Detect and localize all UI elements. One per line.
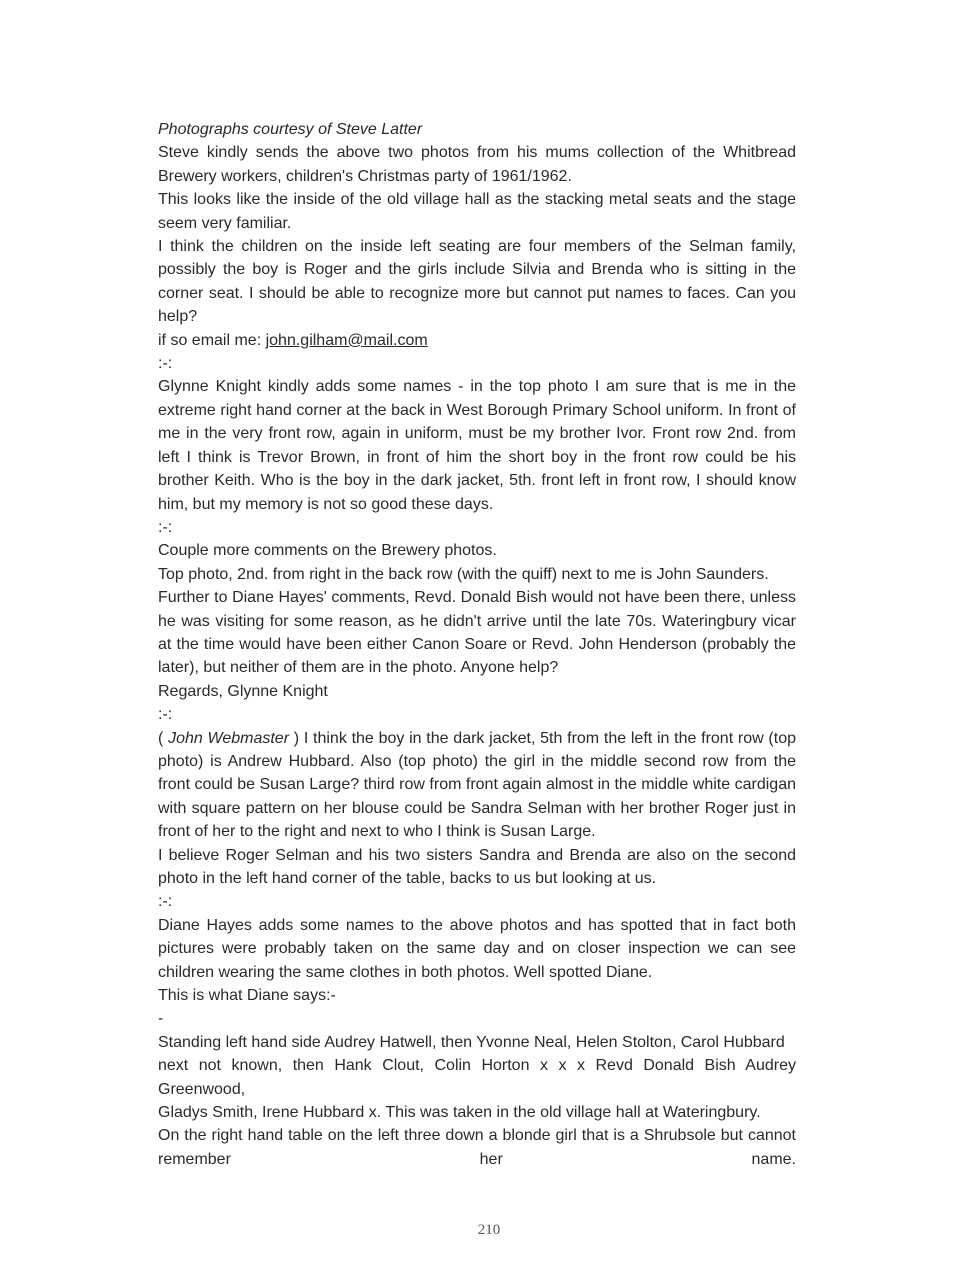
- section-separator: :-:: [158, 706, 173, 724]
- paren-open: (: [158, 729, 169, 747]
- section-separator: :-:: [158, 355, 173, 373]
- paragraph: Couple more comments on the Brewery photos.: [158, 542, 497, 560]
- page-number: 210: [477, 1222, 501, 1238]
- paragraph: This is what Diane says:-: [158, 987, 336, 1005]
- paragraph: Glynne Knight kindly adds some names - in the top photo I am sure that is me in the extreme right hand corner at the back in West Borough Primary School uniform. In front of me in the very front row, again in uniform, must be my brother Ivor. Front row 2nd. from left I think is Trevor Brown, in front of him the short boy in the front row could be his brother Keith. Who is the boy in the dark jacket, 5th. front left in front row, I should know him, but my memory is not so good these days.: [158, 378, 796, 513]
- email-line: [158, 329, 796, 352]
- paragraph: On the right hand table on the left three down a blonde girl that is a Shrubsole but cannot remember her name.: [158, 1127, 796, 1168]
- document-body: [158, 118, 796, 1171]
- paragraph: Steve kindly sends the above two photos from his mums collection of the Whitbread Brewery workers, children's Christmas party of 1961/1962.: [158, 144, 796, 185]
- paragraph: This looks like the inside of the old village hall as the stacking metal seats and the stage seem very familiar.: [158, 191, 796, 232]
- email-prefix: if so email me:: [158, 331, 266, 349]
- photo-caption: Photographs courtesy of Steve Latter: [158, 121, 423, 138]
- author-name: John Webmaster: [168, 729, 290, 747]
- paragraph: I believe Roger Selman and his two sisters Sandra and Brenda are also on the second photo in the left hand corner of the table, backs to us but looking at us.: [158, 846, 796, 887]
- section-separator: :-:: [158, 893, 173, 911]
- paragraph: Standing left hand side Audrey Hatwell, then Yvonne Neal, Helen Stolton, Carol Hubbard: [158, 1033, 785, 1051]
- paragraph: Gladys Smith, Irene Hubbard x. This was taken in the old village hall at Wateringbury.: [158, 1104, 761, 1122]
- paragraph: Diane Hayes adds some names to the above photos and has spotted that in fact both pictures were probably taken on the same day and on closer inspection we can see children wearing the same clothes in both photos. Well spotted Diane.: [158, 916, 796, 981]
- paragraph: I think the children on the inside left seating are four members of the Selman family, possibly the boy is Roger and the girls include Silvia and Brenda who is sitting in the corner seat. I should be able to recognize more but cannot put names to faces. Can you help?: [158, 238, 796, 326]
- email-link[interactable]: john.gilham@mail.com: [265, 331, 428, 349]
- paragraph: Further to Diane Hayes' comments, Revd. Donald Bish would not have been there, unless he was visiting for some reason, as he didn't arrive until the late 70s. Wateringbury vicar at the time would have been either Canon Soare or Revd. John Henderson (probably the later), but neither of them are in the photo. Anyone help?: [158, 589, 796, 677]
- section-separator: :-:: [158, 518, 173, 536]
- paragraph: Regards, Glynne Knight: [158, 682, 328, 700]
- webmaster-comment: [158, 727, 796, 844]
- comment-text: ) I think the boy in the dark jacket, 5th from the left in the front row (top photo) is Andrew Hubbard. Also (top photo) the girl in the middle second row from the front could be Susan Large? third row from front again almost in the middle white cardigan with square pattern on her blouse could be Sandra Selman with her brother Roger just in front of her to the right and next to who I think is Susan Large.: [158, 729, 796, 841]
- paragraph: Top photo, 2nd. from right in the back row (with the quiff) next to me is John Saunders.: [158, 565, 769, 583]
- dash-line: -: [158, 1010, 164, 1028]
- paragraph: next not known, then Hank Clout, Colin Horton x x x Revd Donald Bish Audrey Greenwood,: [158, 1057, 796, 1098]
